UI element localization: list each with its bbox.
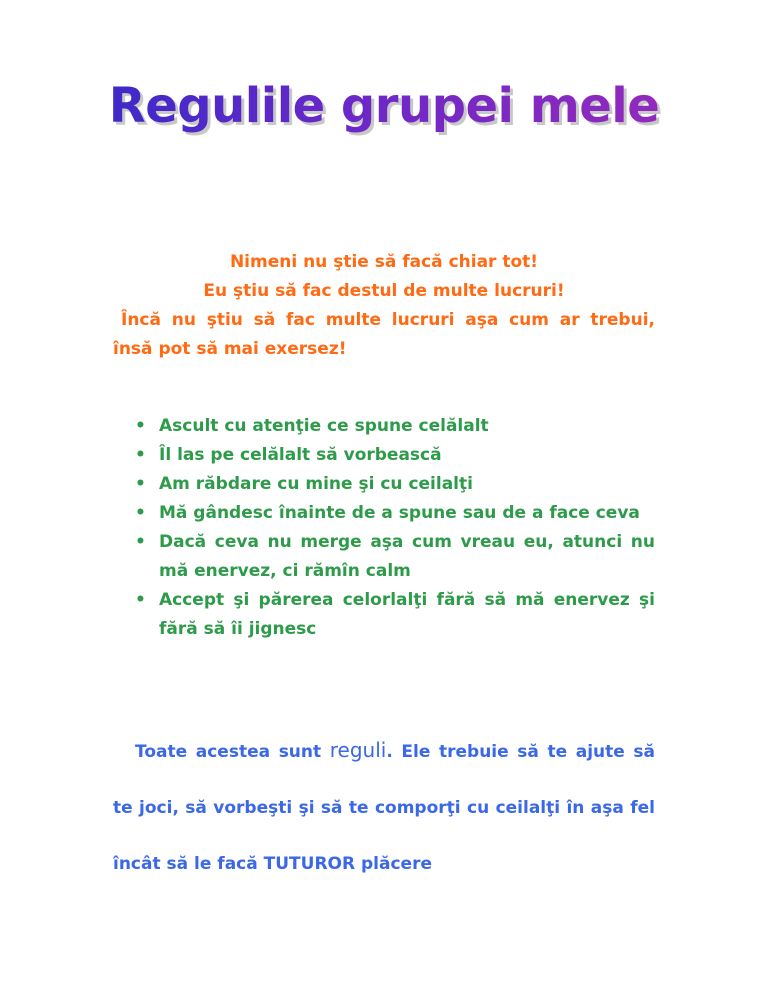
list-item bbox=[133, 470, 655, 499]
list-item bbox=[133, 441, 655, 470]
bullet-icon: • bbox=[135, 532, 146, 552]
list-item bbox=[133, 586, 655, 644]
list-item bbox=[133, 528, 655, 586]
bullet-icon: • bbox=[135, 445, 146, 465]
bullet-icon: • bbox=[135, 474, 146, 494]
closing-paragraph bbox=[113, 722, 655, 892]
bullet-icon: • bbox=[135, 416, 146, 436]
intro-line-4: însă pot să mai exersez! bbox=[113, 339, 347, 359]
intro-line-1: Nimeni nu ştie să facă chiar tot! bbox=[229, 252, 539, 272]
bullet-icon: • bbox=[135, 590, 146, 610]
intro-paragraph bbox=[113, 248, 655, 364]
list-item bbox=[133, 412, 655, 441]
closing-keyword: reguli bbox=[329, 738, 387, 762]
bullet-icon: • bbox=[135, 503, 146, 523]
rule-text: Accept şi părerea celorlalţi fără să mă enervez şi fără să îi jignesc bbox=[159, 590, 655, 639]
rule-text: Îl las pe celălalt să vorbească bbox=[159, 445, 442, 465]
rule-text: Mă gândesc înainte de a spune sau de a face ceva bbox=[159, 503, 640, 523]
rules-list bbox=[133, 412, 655, 644]
intro-line-3: Încă nu ştiu să fac multe lucruri aşa cum ar trebui, bbox=[121, 310, 655, 330]
closing-text-start: Toate acestea sunt bbox=[135, 742, 322, 762]
intro-line-2: Eu ştiu să fac destul de multe lucruri! bbox=[203, 281, 565, 301]
page-title: Regulile grupei mele bbox=[0, 78, 768, 134]
list-item bbox=[133, 499, 655, 528]
closing-text-end: . Ele trebuie să te ajute să te joci, să vorbeşti şi să te comporţi cu ceilalţi în aşa fel încât să le facă TUTUROR plăcere bbox=[113, 742, 655, 874]
rule-text: Am răbdare cu mine şi cu ceilalţi bbox=[159, 474, 473, 494]
rule-text: Dacă ceva nu merge aşa cum vreau eu, atunci nu mă enervez, ci rămîn calm bbox=[159, 532, 655, 581]
rule-text: Ascult cu atenţie ce spune celălalt bbox=[159, 416, 489, 436]
